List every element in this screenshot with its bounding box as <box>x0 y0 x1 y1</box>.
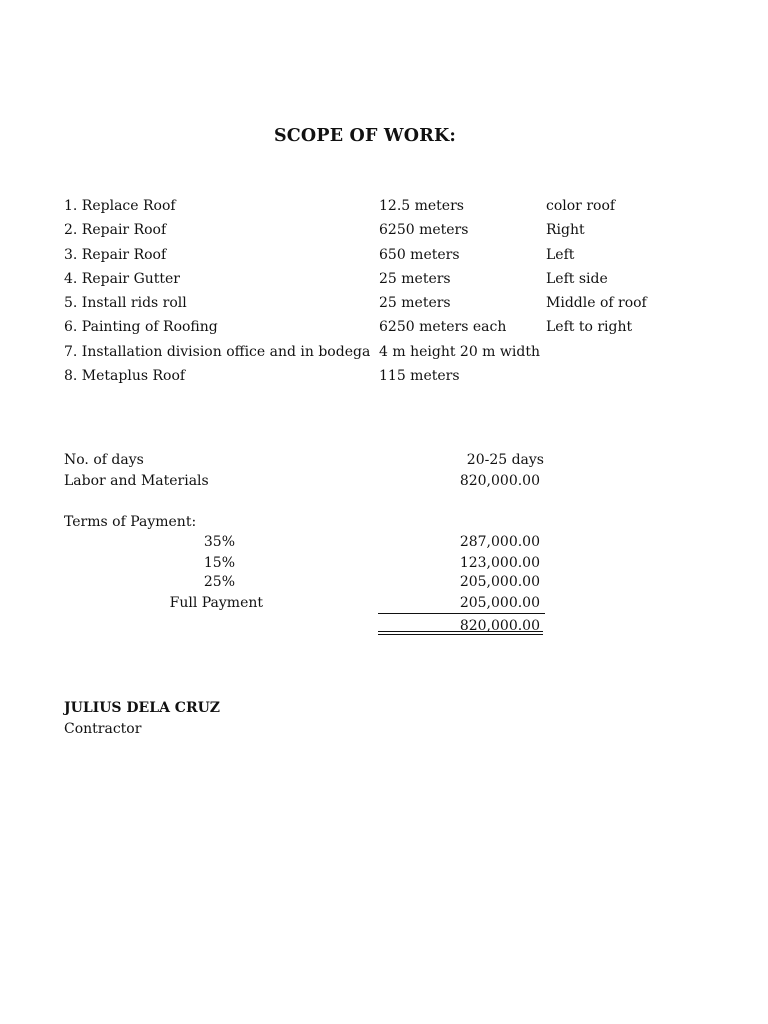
scope-row <box>64 219 704 243</box>
scope-measure: 25 meters <box>379 270 451 287</box>
scope-task: 3. Repair Roof <box>64 246 167 263</box>
scope-row <box>64 316 704 340</box>
scope-note: Middle of roof <box>546 295 647 312</box>
scope-task: 7. Installation division office and in bodega <box>64 343 371 360</box>
scope-task: 4. Repair Gutter <box>64 270 180 287</box>
payment-term-label: 25% <box>203 574 235 590</box>
total-double-rule-bottom <box>378 634 543 635</box>
payment-term-amount: 123,000.00 <box>459 555 540 571</box>
scope-task: 5. Install rids roll <box>64 295 187 312</box>
scope-measure: 25 meters <box>379 295 451 312</box>
days-value: 20-25 days <box>466 452 544 468</box>
scope-row <box>64 268 704 292</box>
payment-term-amount: 287,000.00 <box>459 534 540 550</box>
scope-measure: 12.5 meters <box>379 198 464 214</box>
days-label: No. of days <box>64 452 144 468</box>
scope-note: Left <box>546 246 575 263</box>
scope-measure: 4 m height 20 m width <box>379 343 540 360</box>
scope-task: 1. Replace Roof <box>64 198 176 214</box>
payment-total: 820,000.00 <box>459 618 540 634</box>
scope-list <box>64 195 704 389</box>
total-double-rule-top <box>378 631 543 632</box>
scope-measure: 650 meters <box>379 246 460 263</box>
scope-task: 2. Repair Roof <box>64 222 167 239</box>
scope-row <box>64 341 704 365</box>
payment-term-amount: 205,000.00 <box>459 595 540 611</box>
labor-label: Labor and Materials <box>64 473 209 489</box>
payment-term-label: 15% <box>203 555 235 571</box>
payment-terms-label: Terms of Payment: <box>64 514 197 530</box>
payment-term-amount: 205,000.00 <box>459 574 540 590</box>
scope-row <box>64 244 704 268</box>
scope-measure: 115 meters <box>379 368 460 385</box>
document-title: SCOPE OF WORK: <box>273 126 457 146</box>
scope-row <box>64 365 704 389</box>
scope-row <box>64 292 704 316</box>
scope-measure: 6250 meters <box>379 222 469 239</box>
scope-task: 6. Painting of Roofing <box>64 319 218 336</box>
contractor-role: Contractor <box>64 721 142 737</box>
scope-note: Left to right <box>546 319 633 336</box>
contractor-name: JULIUS DELA CRUZ <box>64 700 221 716</box>
scope-task: 8. Metaplus Roof <box>64 368 186 385</box>
payment-term-label: 35% <box>203 534 235 550</box>
scope-note: Left side <box>546 270 608 287</box>
scope-row <box>64 195 704 219</box>
scope-note: color roof <box>546 198 616 214</box>
scope-note: Right <box>546 222 585 239</box>
labor-value: 820,000.00 <box>459 473 540 489</box>
payment-term-label: Full Payment <box>169 595 263 611</box>
subtotal-rule <box>378 613 545 614</box>
scope-measure: 6250 meters each <box>379 319 507 336</box>
